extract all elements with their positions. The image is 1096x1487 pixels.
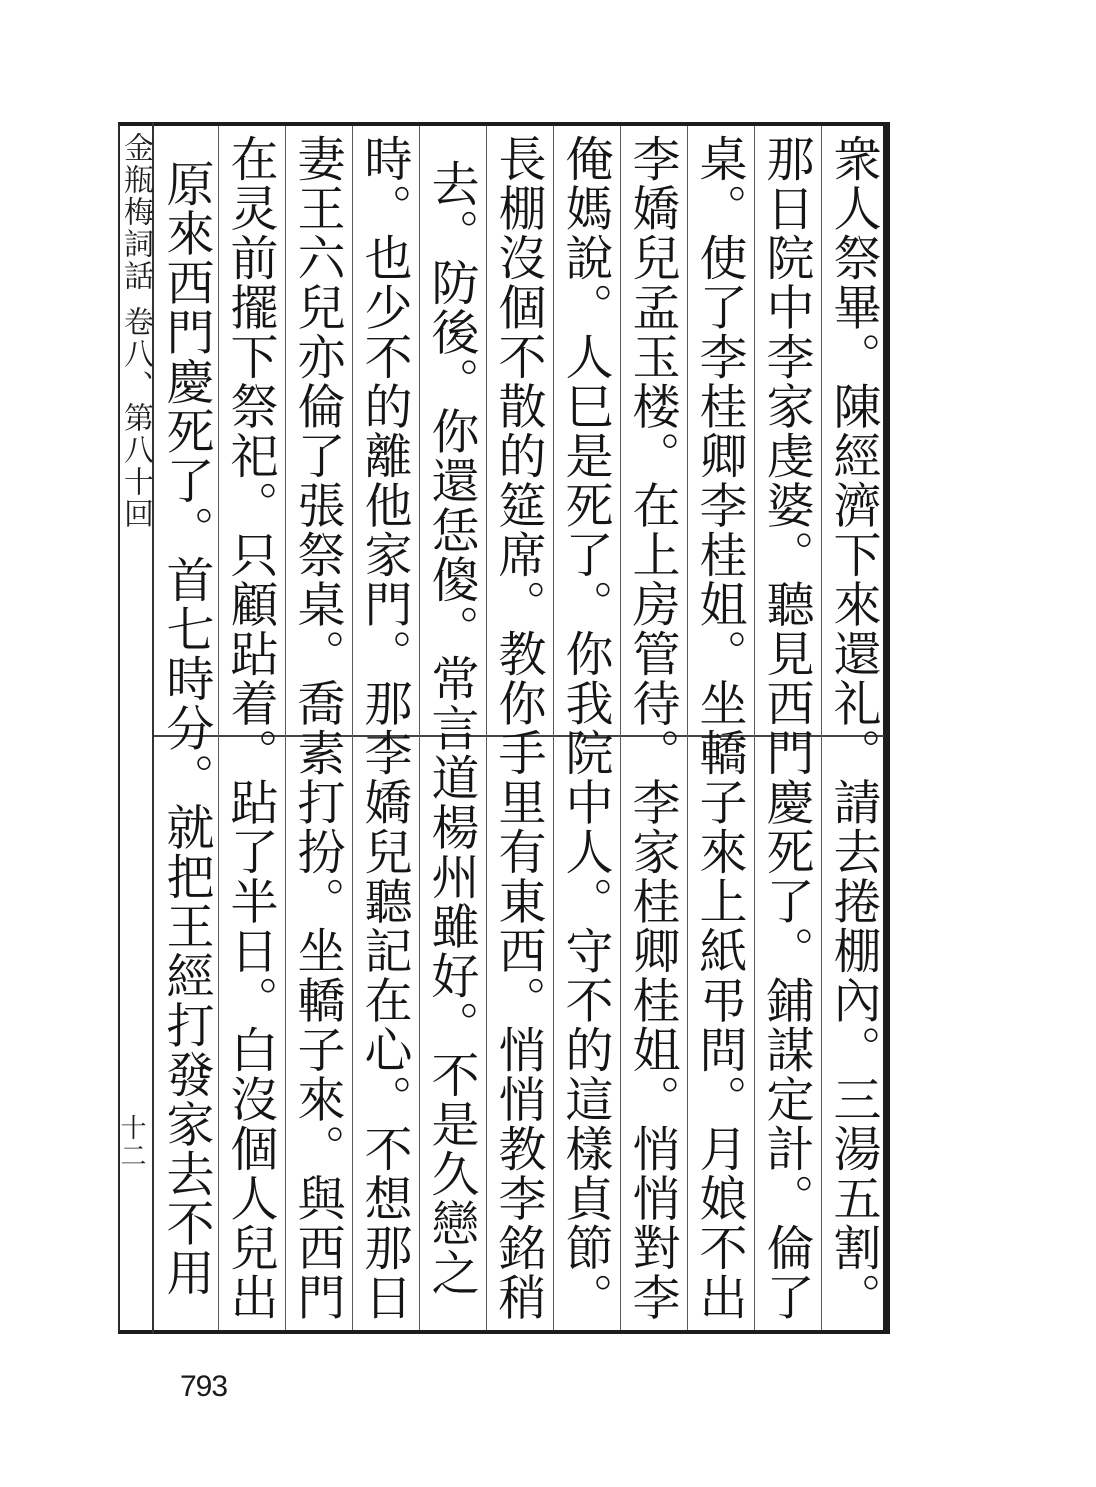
text-column-10: 在灵前擺下祭祀。只顧跕着。跕了半日。白沒個人兒出 xyxy=(222,134,278,1322)
text-column-7: 去。防後。你還恁傻。常言道楊州雖好。不是久戀之 xyxy=(423,158,479,1298)
leaf-number: 十二 xyxy=(116,1114,146,1170)
text-column-4: 李嬌兒孟玉楼。在上房管待。李家桂卿桂姐。悄悄對李 xyxy=(624,134,680,1322)
text-column-9: 妻王六兒亦倫了張祭桌。喬素打扮。坐轎子來。與西門 xyxy=(289,134,345,1322)
block-margin-band xyxy=(118,122,154,1334)
text-column-5: 俺媽說。人巳是死了。你我院中人。守不的這樣貞節。 xyxy=(557,134,613,1322)
chapter-label: 卷八、第八十回 xyxy=(118,306,153,530)
text-column-8: 時。也少不的離他家門。那李嬌兒聽記在心。不想那日 xyxy=(356,134,412,1322)
book-title: 金瓶梅詞話 xyxy=(118,132,153,292)
text-column-6: 長棚沒個不散的筵席。教你手里有東西。悄悄教李銘稍 xyxy=(490,134,546,1322)
page-number: 793 xyxy=(180,1370,228,1403)
text-column-11: 原來西門慶死了。首七時分。就把王經打發家去不用 xyxy=(158,158,214,1298)
book-title-margin xyxy=(118,132,153,530)
text-column-2: 那日院中李家虔婆。聽見西門慶死了。鋪謀定計。倫了 xyxy=(758,134,814,1322)
text-column-3: 桌。使了李桂卿李桂姐。坐轎子來上紙弔問。月娘不出 xyxy=(691,134,747,1322)
text-column-1: 衆人祭畢。陳經濟下來還礼。請去捲棚內。三湯五割。 xyxy=(825,134,881,1322)
